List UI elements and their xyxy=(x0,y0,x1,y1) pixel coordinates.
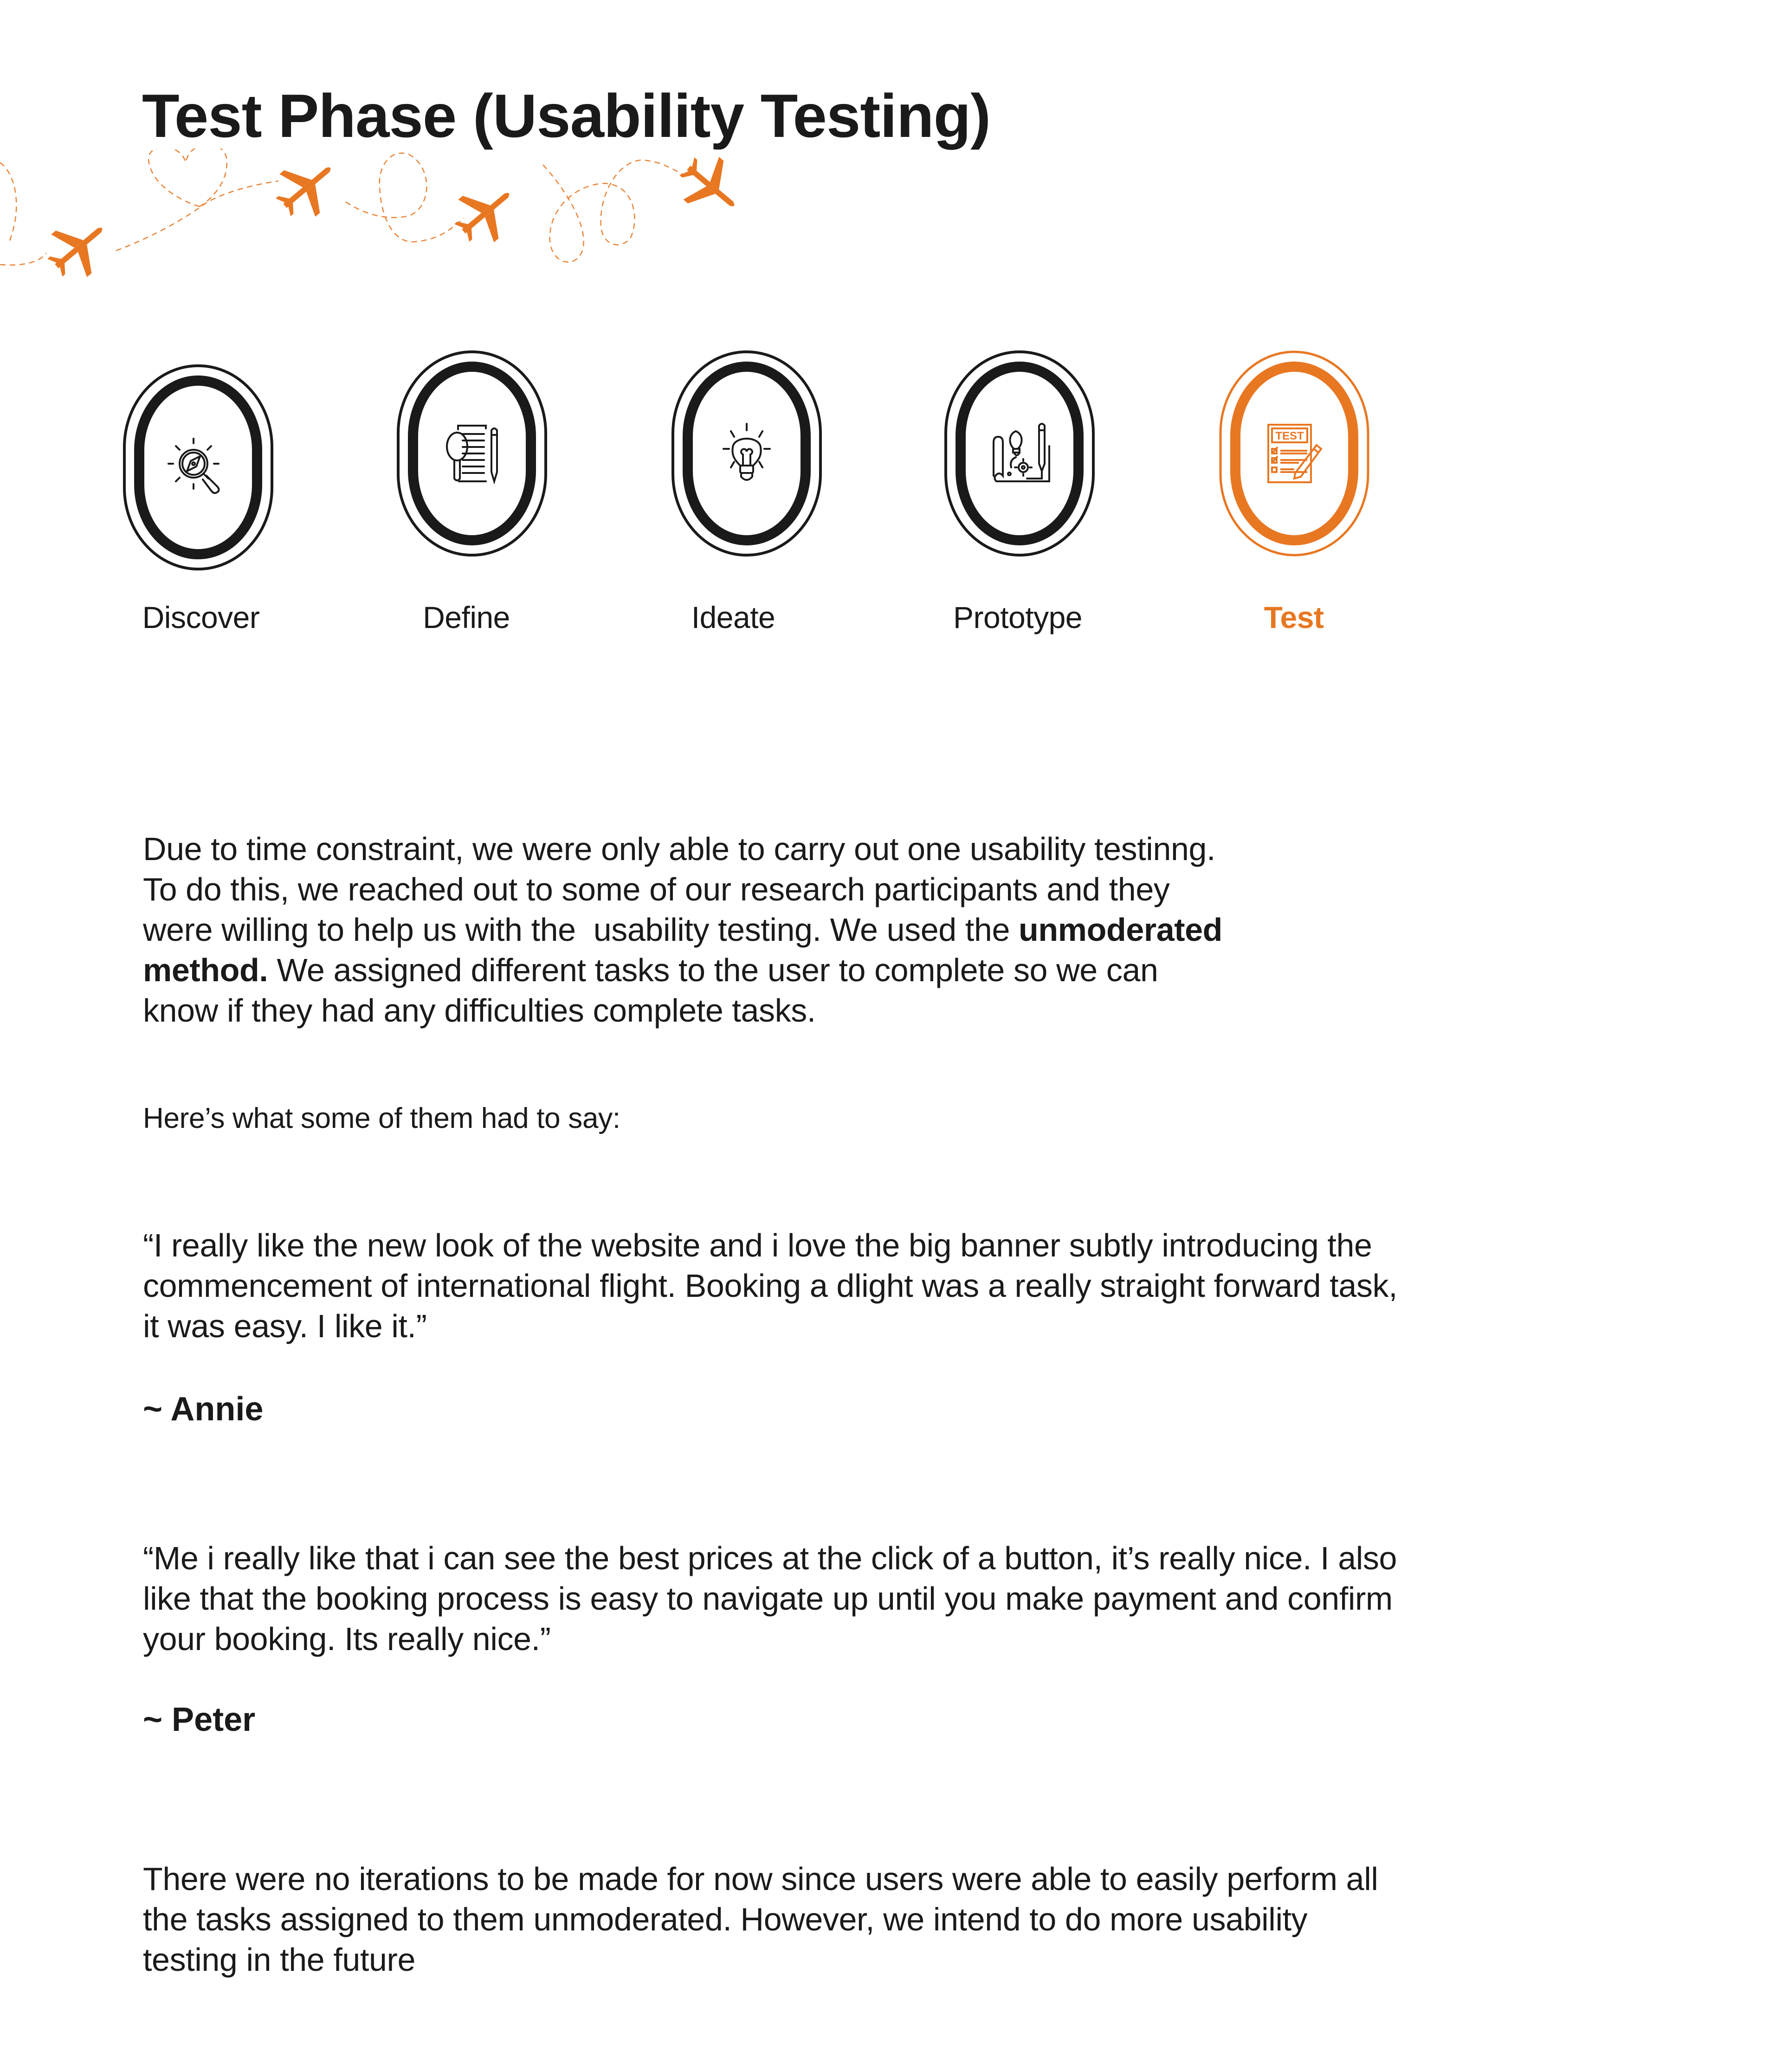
flight-path-decoration xyxy=(0,149,789,278)
intro-line: know if they had any difficulties complete tasks. xyxy=(143,992,816,1029)
airplane-icon xyxy=(669,149,752,227)
airplane-icon xyxy=(444,172,527,254)
lightbulb-icon xyxy=(714,421,779,486)
phase-ideate[interactable] xyxy=(670,349,823,558)
compass-magnifier-icon xyxy=(166,435,231,500)
document-magnifier-icon xyxy=(439,421,504,486)
conclusion-line: There were no iterations to be made for now since users were able to easily perform all xyxy=(143,1861,1378,1897)
testimonials-lead-in: Here’s what some of them had to say: xyxy=(143,1102,620,1134)
testimonial-quote xyxy=(143,1225,1397,1347)
intro-text: We assigned different tasks to the user to complete so we can xyxy=(268,952,1158,988)
intro-line: To do this, we reached out to some of our research participants and they xyxy=(143,871,1170,907)
airplane-icon xyxy=(37,207,120,278)
test-icon-text: TEST xyxy=(1275,430,1304,442)
emphasis-method: method. xyxy=(143,952,268,988)
quote-line: it was easy. I like it.” xyxy=(143,1308,427,1344)
phase-label-test: Test xyxy=(1264,600,1324,635)
quote-line: commencement of international flight. Booking a dlight was a really straight forward task, xyxy=(143,1268,1398,1304)
phase-test[interactable] xyxy=(1218,349,1371,558)
phase-label-prototype: Prototype xyxy=(953,600,1082,635)
intro-paragraph xyxy=(143,829,1222,1031)
quote-line: “Me i really like that i can see the best prices at the click of a button, it’s really nice. I also xyxy=(143,1540,1397,1576)
quote-line: like that the booking process is easy to navigate up until you make payment and confirm xyxy=(143,1580,1393,1617)
quote-line: your booking. Its really nice.” xyxy=(143,1621,551,1657)
emphasis-unmoderated: unmoderated xyxy=(1019,912,1223,948)
testimonial-author: ~ Peter xyxy=(143,1701,256,1738)
conclusion-paragraph xyxy=(143,1859,1378,1980)
phase-discover[interactable] xyxy=(122,363,275,572)
blueprint-idea-icon xyxy=(987,421,1052,486)
dashed-loop xyxy=(543,160,687,262)
intro-line xyxy=(143,950,1222,991)
phase-label-define: Define xyxy=(423,600,510,635)
conclusion-line: testing in the future xyxy=(143,1942,415,1978)
phase-define[interactable] xyxy=(395,349,549,558)
airplane-icon xyxy=(265,149,349,229)
dashed-loop xyxy=(346,153,464,242)
dashed-flight-path xyxy=(116,181,278,251)
dashed-loop xyxy=(0,162,16,241)
intro-line xyxy=(143,910,1222,950)
dashed-flight-path xyxy=(0,253,46,265)
conclusion-line: the tasks assigned to them unmoderated. However, we intend to do more usability xyxy=(143,1901,1308,1937)
quote-line: “I really like the new look of the website and i love the big banner subtly introducing the xyxy=(143,1227,1372,1263)
intro-line: Due to time constraint, we were only able to carry out one usability testinng. xyxy=(143,831,1216,867)
phase-label-discover: Discover xyxy=(142,600,260,635)
phase-prototype[interactable] xyxy=(943,349,1096,558)
page-title: Test Phase (Usability Testing) xyxy=(142,82,991,150)
testimonial-author: ~ Annie xyxy=(143,1391,264,1428)
intro-text: were willing to help us with the usability testing. We used the xyxy=(143,912,1019,948)
testimonial-quote xyxy=(143,1538,1397,1659)
test-checklist-icon xyxy=(1262,421,1327,486)
phase-label-ideate: Ideate xyxy=(691,600,775,635)
